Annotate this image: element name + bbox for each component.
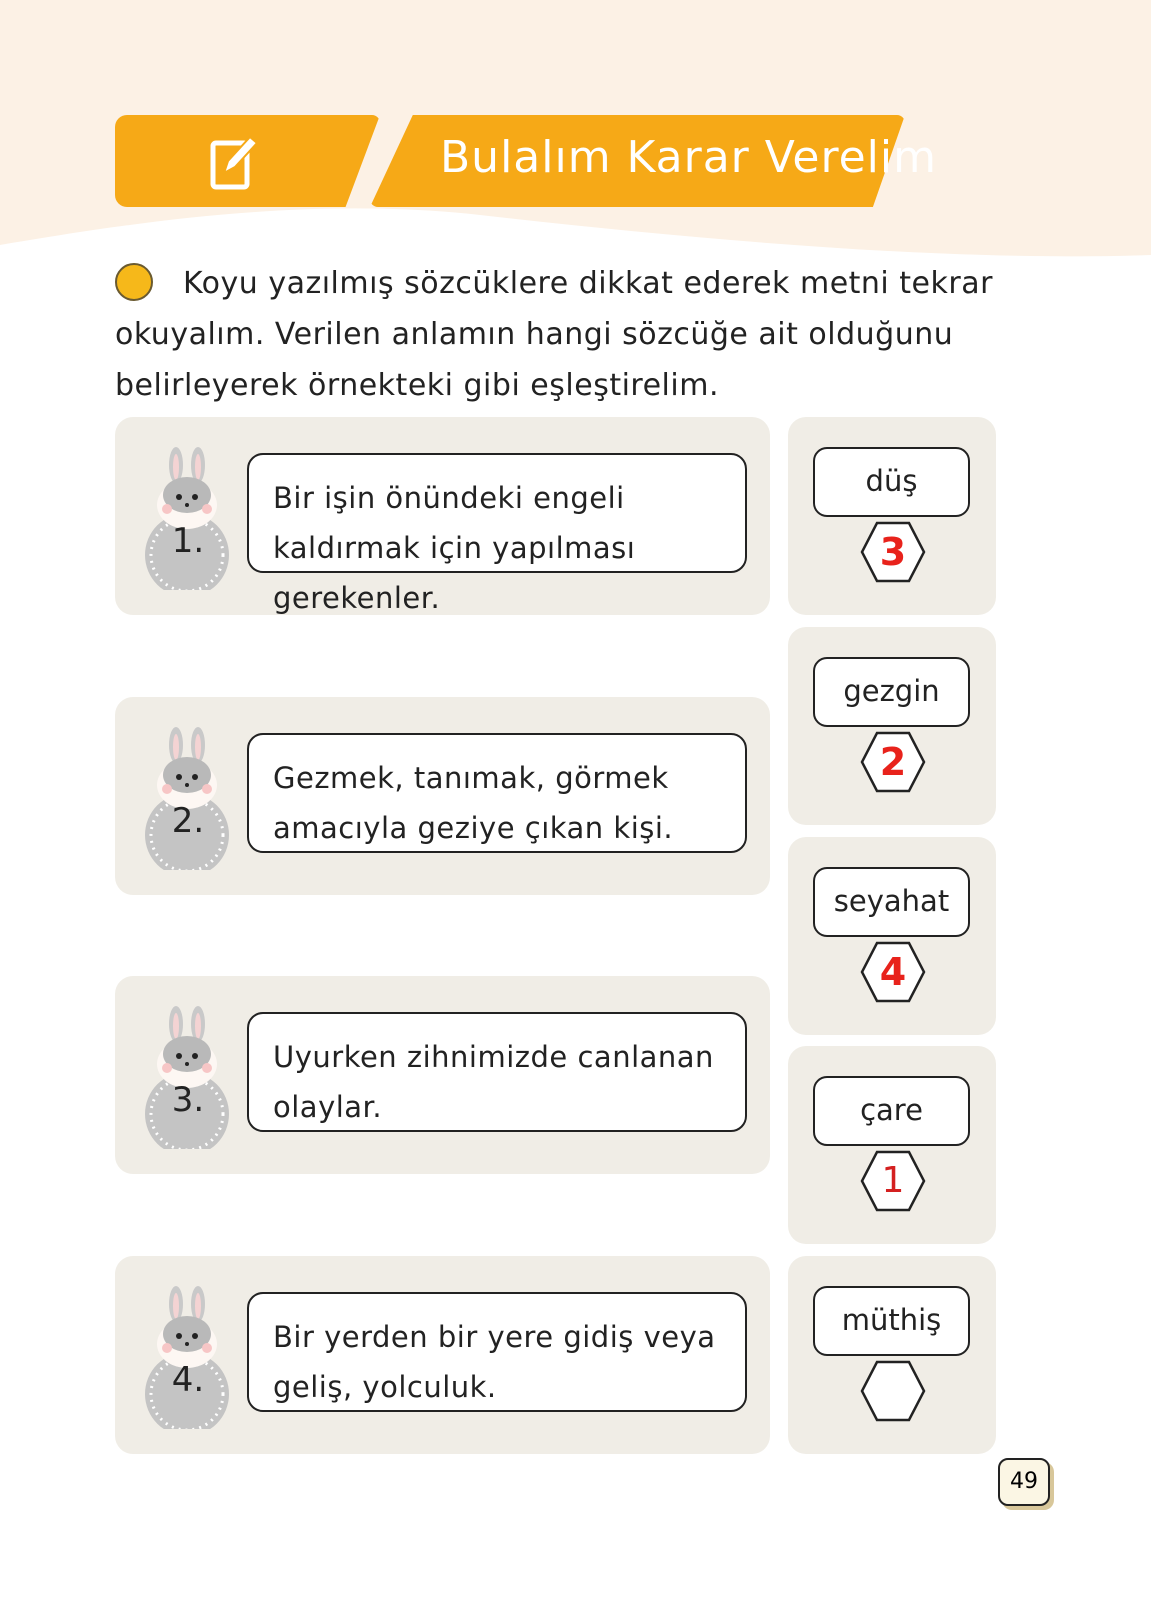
definition-card <box>115 1256 770 1454</box>
page-title: Bulalım Karar Verelim <box>440 132 937 183</box>
bunny-icon <box>143 1004 233 1149</box>
word-card <box>788 417 996 615</box>
word-box: müthiş <box>813 1286 970 1356</box>
word-card <box>788 837 996 1035</box>
instruction: Koyu yazılmış sözcüklere dikkat ederek metni tekrar okuyalım. Verilen anlamın hangi sözcüğe ait olduğunu belirleyerek örnekteki gibi eşleştirelim. <box>115 258 995 411</box>
definition-text: Uyurken zihnimizde canlanan olaylar. <box>247 1012 747 1132</box>
word-box: seyahat <box>813 867 970 937</box>
answer-number: 1 <box>881 1160 905 1201</box>
word-card <box>788 1046 996 1244</box>
word-card <box>788 1256 996 1454</box>
bullet-icon <box>115 263 153 301</box>
answer-number: 2 <box>879 740 907 784</box>
word-box: çare <box>813 1076 970 1146</box>
definition-text: Gezmek, tanımak, görmek amacıyla geziye çıkan kişi. <box>247 733 747 853</box>
definition-card <box>115 697 770 895</box>
bunny-icon <box>143 445 233 590</box>
definition-number: 2. <box>171 801 205 841</box>
definition-card <box>115 976 770 1174</box>
definition-number: 3. <box>171 1080 205 1120</box>
word-card <box>788 627 996 825</box>
definition-card <box>115 417 770 615</box>
definition-text: Bir yerden bir yere gidiş veya geliş, yolculuk. <box>247 1292 747 1412</box>
bunny-icon <box>143 1284 233 1429</box>
definition-number: 4. <box>171 1360 205 1400</box>
page-number: 49 <box>998 1458 1050 1506</box>
answer-number: 4 <box>879 950 907 994</box>
definition-text: Bir işin önündeki engeli kaldırmak için yapılması gerekenler. <box>247 453 747 573</box>
word-box: düş <box>813 447 970 517</box>
hexagon-answer-box[interactable] <box>860 1360 926 1422</box>
definition-number: 1. <box>171 521 205 561</box>
answer-number: 3 <box>879 530 907 574</box>
bunny-icon <box>143 725 233 870</box>
word-box: gezgin <box>813 657 970 727</box>
edit-icon <box>210 133 260 191</box>
